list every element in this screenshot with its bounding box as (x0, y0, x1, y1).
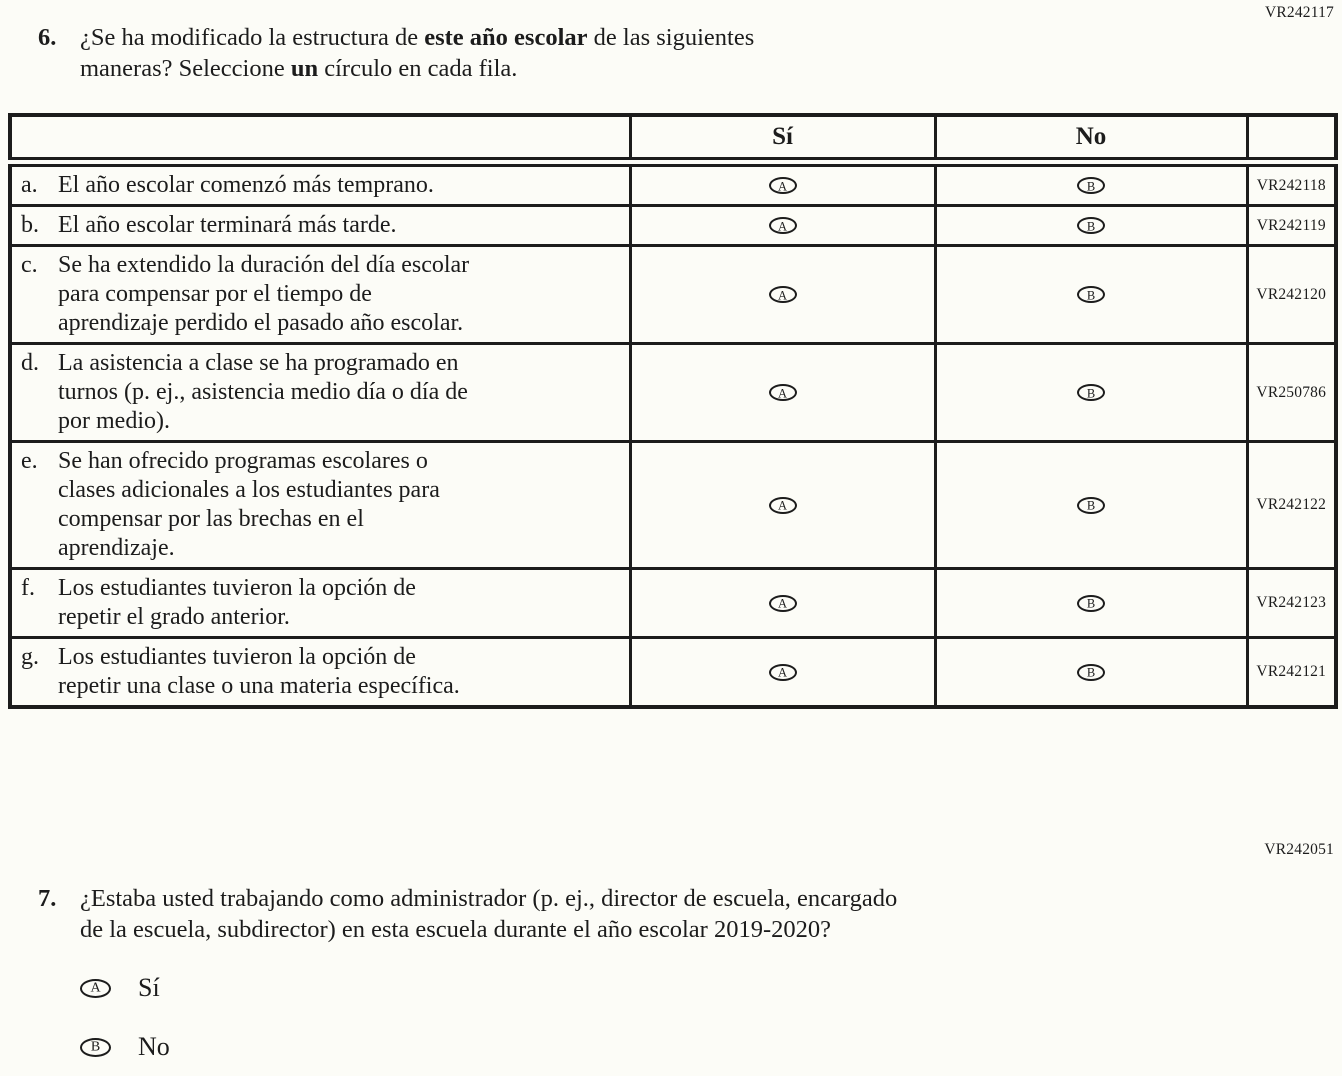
grid-no-cell (935, 638, 1247, 708)
question-6-number: 6. (38, 24, 57, 51)
row-text: El año escolar terminará más tarde. (58, 212, 397, 238)
row-var-code: VR242122 (1247, 442, 1336, 569)
grid-row (10, 162, 1336, 206)
grid-item-cell (10, 442, 630, 569)
row-item (21, 447, 623, 563)
question-7-number: 7. (38, 885, 57, 912)
row-item (21, 211, 623, 240)
row-letter: b. (21, 212, 39, 238)
yes-bubble-icon[interactable]: A (769, 286, 797, 303)
grid-yes-cell (630, 206, 935, 246)
grid-no-cell (935, 344, 1247, 442)
grid-no-cell (935, 442, 1247, 569)
yes-bubble-icon[interactable]: A (769, 384, 797, 401)
grid-header-row (10, 115, 1336, 162)
row-var-code: VR242119 (1247, 206, 1336, 246)
row-item (21, 251, 623, 338)
question-6 (38, 22, 1334, 84)
row-letter: c. (21, 252, 38, 278)
grid-item-cell (10, 569, 630, 638)
grid-row (10, 638, 1336, 708)
grid-item-cell (10, 344, 630, 442)
question-7-option-yes[interactable] (80, 973, 1334, 1003)
yes-bubble-icon[interactable]: A (769, 177, 797, 194)
grid-row (10, 206, 1336, 246)
row-var-code: VR250786 (1247, 344, 1336, 442)
row-var-code: VR242118 (1247, 162, 1336, 206)
no-bubble-icon[interactable]: B (1077, 286, 1105, 303)
no-bubble-icon[interactable]: B (1077, 497, 1105, 514)
grid-yes-cell (630, 162, 935, 206)
row-letter: g. (21, 644, 39, 670)
grid-header-code (1247, 115, 1336, 162)
yes-bubble-icon[interactable]: A (769, 497, 797, 514)
grid-yes-cell (630, 569, 935, 638)
question-7-prompt: ¿Estaba usted trabajando como administrador (p. ej., director de escuela, encargado de la escuela, subdirector) en esta escuela durante el año escolar 2019-2020? (80, 885, 898, 943)
row-item (21, 643, 623, 701)
grid-item-cell (10, 246, 630, 344)
grid-row (10, 246, 1336, 344)
no-bubble-icon[interactable]: B (1077, 384, 1105, 401)
question-6-prompt: ¿Se ha modificado la estructura de este año escolar de las siguientes maneras? Seleccione un círculo en cada fila. (80, 24, 755, 82)
row-item (21, 349, 623, 436)
grid-row (10, 442, 1336, 569)
row-text: Los estudiantes tuvieron la opción de repetir una clase o una materia específica. (58, 644, 460, 699)
row-text: El año escolar comenzó más temprano. (58, 172, 434, 198)
row-var-code: VR242123 (1247, 569, 1336, 638)
grid-no-cell (935, 246, 1247, 344)
grid-item-cell (10, 206, 630, 246)
yes-bubble-icon[interactable]: A (769, 595, 797, 612)
grid-yes-cell (630, 442, 935, 569)
row-item (21, 171, 623, 200)
yes-bubble-icon[interactable]: A (769, 664, 797, 681)
row-text: Se han ofrecido programas escolares o clases adicionales a los estudiantes para compensar por las brechas en el aprendizaje. (58, 448, 440, 561)
grid-body (10, 162, 1336, 707)
row-letter: f. (21, 575, 35, 601)
grid-header-yes: Sí (630, 115, 935, 162)
grid-header-no: No (935, 115, 1247, 162)
question-7-var-code: VR242051 (1264, 841, 1334, 858)
row-text: Los estudiantes tuvieron la opción de repetir el grado anterior. (58, 575, 416, 630)
grid-item-cell (10, 638, 630, 708)
question-6-var-code: VR242117 (1264, 4, 1334, 21)
answer-bubble-b-icon[interactable]: B (80, 1038, 111, 1057)
row-letter: a. (21, 172, 38, 198)
grid-no-cell (935, 569, 1247, 638)
question-6-response-grid (8, 113, 1338, 709)
row-letter: d. (21, 350, 39, 376)
row-item (21, 574, 623, 632)
grid-no-cell (935, 206, 1247, 246)
no-bubble-icon[interactable]: B (1077, 595, 1105, 612)
row-letter: e. (21, 448, 38, 474)
no-bubble-icon[interactable]: B (1077, 217, 1105, 234)
grid-yes-cell (630, 344, 935, 442)
row-var-code: VR242121 (1247, 638, 1336, 708)
grid-row (10, 344, 1336, 442)
row-var-code: VR242120 (1247, 246, 1336, 344)
question-7-option-yes-label: Sí (138, 973, 160, 1002)
grid-item-cell (10, 162, 630, 206)
yes-bubble-icon[interactable]: A (769, 217, 797, 234)
row-text: La asistencia a clase se ha programado en turnos (p. ej., asistencia medio día o día de por medio). (58, 350, 468, 434)
grid-yes-cell (630, 246, 935, 344)
answer-bubble-a-icon[interactable]: A (80, 979, 111, 998)
question-7 (38, 883, 1334, 945)
no-bubble-icon[interactable]: B (1077, 664, 1105, 681)
no-bubble-icon[interactable]: B (1077, 177, 1105, 194)
row-text: Se ha extendido la duración del día escolar para compensar por el tiempo de aprendizaje perdido el pasado año escolar. (58, 252, 470, 336)
grid-header-item (10, 115, 630, 162)
question-7-options (80, 973, 1334, 1062)
grid-row (10, 569, 1336, 638)
grid-yes-cell (630, 638, 935, 708)
question-7-option-no-label: No (138, 1032, 170, 1061)
question-7-option-no[interactable] (80, 1032, 1334, 1062)
grid-no-cell (935, 162, 1247, 206)
